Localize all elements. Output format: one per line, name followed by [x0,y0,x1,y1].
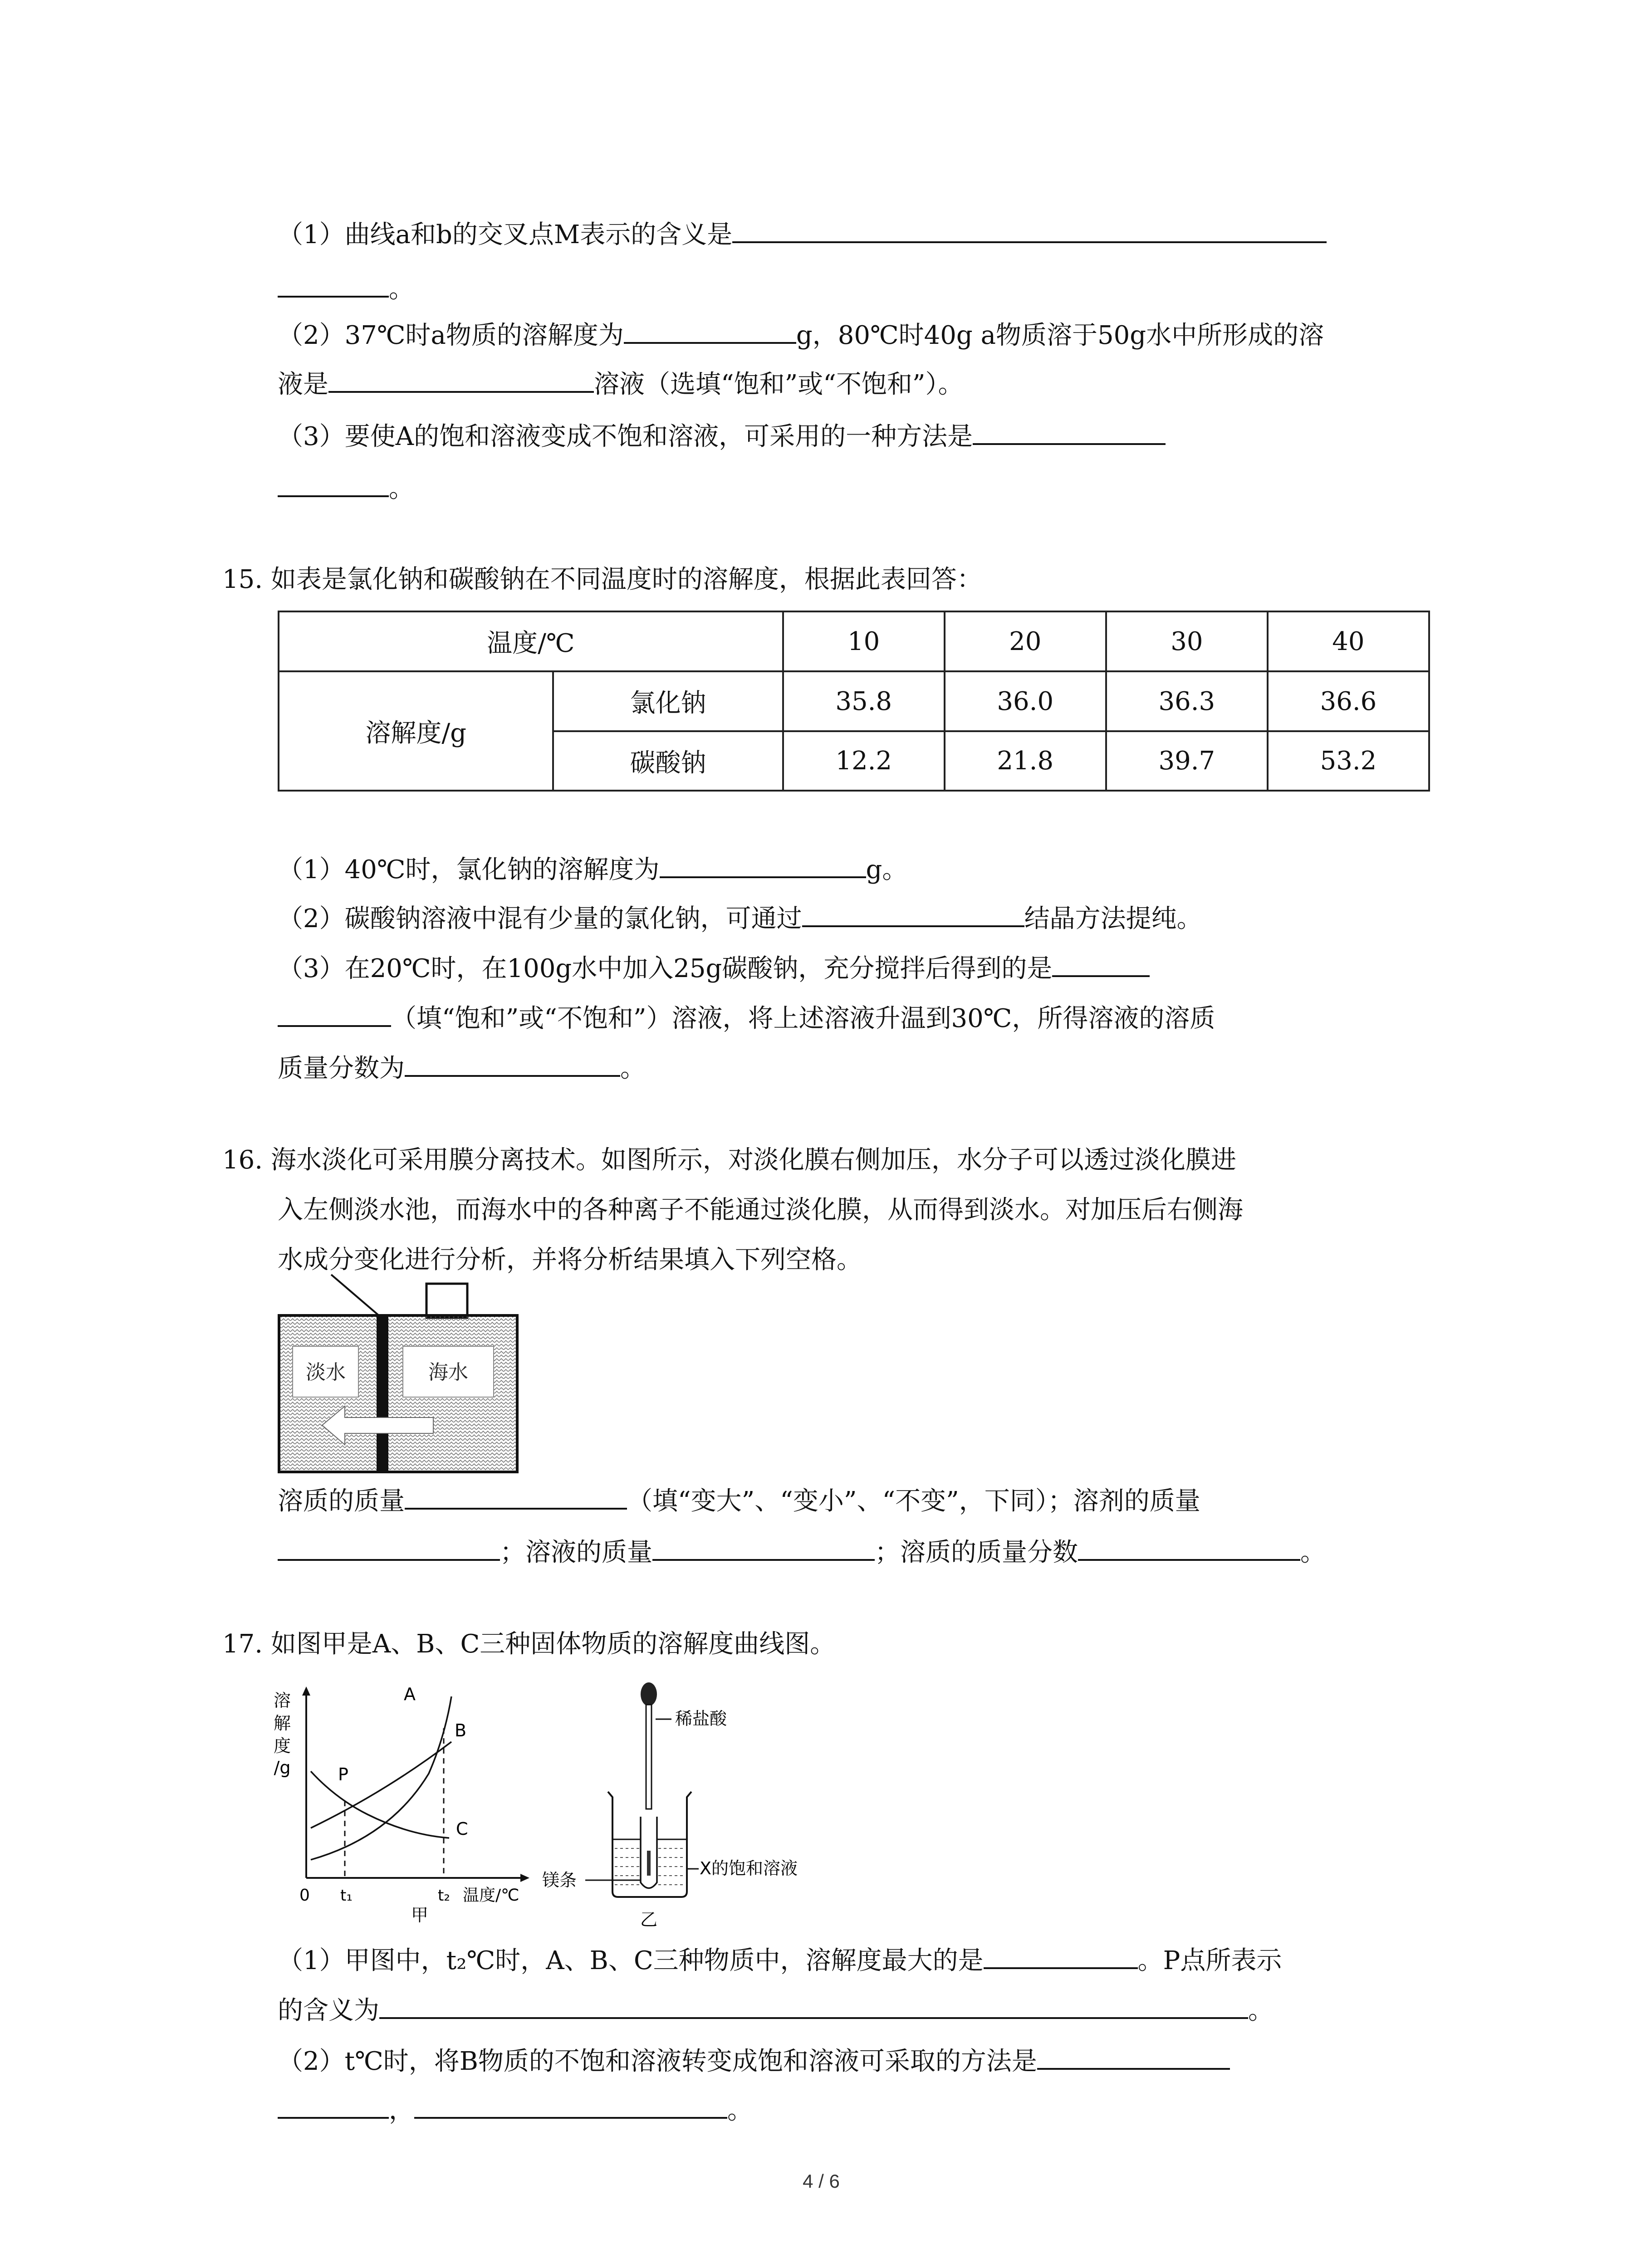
q14-part3 [278,415,1166,455]
q17-part2-line2 [278,2089,753,2129]
q15-part1-b: g。 [866,855,908,885]
q15-blank-3[interactable] [1052,947,1150,977]
table-cell: 36.6 [1268,671,1429,731]
t1-label: t₁ [340,1887,353,1905]
q16-ans-e: 。 [1300,1538,1326,1567]
y-axis-arrow [302,1686,310,1696]
lever-line [331,1275,379,1315]
table-group-label: 溶解度/g [279,671,553,791]
jia-ylabel-1: 溶 [273,1691,291,1711]
table-row-nacl [279,671,1429,731]
dropper-tube [646,1705,652,1809]
desalination-figure [272,1270,526,1479]
x-axis-arrow [520,1874,529,1882]
q17-part1-d: 。 [1248,1996,1274,2025]
table-temp-10: 10 [783,611,945,671]
q15-part3-c: 质量分数为 [278,1054,405,1083]
label-c: C [456,1819,468,1839]
solubility-curve-figure [272,1678,535,1932]
piston [426,1284,467,1318]
q15-stem: 15. 如表是氯化钠和碳酸钠在不同温度时的溶解度，根据此表回答： [222,565,982,594]
q16-blank-3[interactable] [652,1531,875,1561]
table-row-name-na2co3: 碳酸钠 [553,731,783,791]
q17-blank-3b[interactable] [278,2089,389,2119]
origin-label: 0 [299,1886,310,1905]
q14-part3-end: 。 [389,474,414,503]
q15-part3 [278,947,1150,987]
q16-ans-b: （填“变大”、“变小”、“不变”，下同）；溶剂的质量 [627,1486,1200,1516]
q14-part1 [278,213,1327,253]
table-cell: 12.2 [783,731,945,791]
q14-blank-1b[interactable] [278,268,389,298]
q16-blank-1[interactable] [405,1480,627,1510]
q15-part3-line2 [278,997,1215,1037]
q15-part3-d: 。 [620,1054,646,1083]
q14-part2-line2 [278,363,964,403]
q14-part1-cont [278,268,414,308]
q14-part2-b: g，80℃时40g a物质溶于50g水中所形成的溶 [796,321,1324,350]
q14-blank-2[interactable] [624,314,796,344]
q16-answer-line1 [278,1480,1200,1520]
fresh-water-label: 淡水 [306,1361,346,1384]
q17-part2 [278,2040,1230,2080]
q14-part1-end: 。 [389,274,414,304]
table-cell: 53.2 [1268,731,1429,791]
label-b: B [455,1721,467,1740]
beaker-figure [542,1678,857,1932]
q14-part3-cont [278,467,414,507]
q14-part2 [278,314,1324,354]
jia-ylabel-2: 解 [273,1713,291,1733]
q17-part1-c: 的含义为 [278,1996,379,2025]
q17-part1-b: 。P点所表示 [1137,1946,1282,1975]
point-p-label: P [338,1765,348,1784]
curve-b [311,1742,451,1828]
q16-stem-line2: 入左侧淡水池，而海水中的各种离子不能通过淡化膜，从而得到淡水。对加压后右侧海 [278,1195,1243,1225]
q17-blank-2[interactable] [379,1989,1248,2019]
table-temp-20: 20 [945,611,1106,671]
q15-part3-b: （填“饱和”或“不饱和”）溶液，将上述溶液升温到30℃，所得溶液的溶质 [391,1004,1215,1033]
q17-stem: 17. 如图甲是A、B、C三种固体物质的溶解度曲线图。 [222,1629,836,1659]
q15-part3-line3 [278,1047,646,1087]
mg-label: 镁条 [542,1870,577,1890]
q17-part1-a: （1）甲图中，t₂℃时，A、B、C三种物质中，溶解度最大的是 [278,1946,984,1975]
table-temp-30: 30 [1106,611,1268,671]
q14-blank-4[interactable] [973,415,1166,445]
q15-blank-4[interactable] [405,1047,620,1077]
q17-part1-line2 [278,1989,1274,2029]
table-row-name-nacl: 氯化钠 [553,671,783,731]
q17-part1 [278,1939,1282,1979]
q15-part2-b: 结晶方法提纯。 [1024,904,1202,934]
q16-ans-d: ；溶质的质量分数 [875,1538,1078,1567]
q16-blank-2[interactable] [278,1531,500,1561]
table-cell: 36.0 [945,671,1106,731]
q14-part2-c: 液是 [278,370,328,399]
q15-blank-2[interactable] [802,897,1024,927]
q16-answer-line2 [278,1531,1326,1571]
q16-ans-c: ；溶液的质量 [500,1538,652,1567]
q14-blank-1[interactable] [732,213,1327,243]
q14-part3-text: （3）要使A的饱和溶液变成不饱和溶液，可采用的一种方法是 [278,422,973,451]
table-cell: 39.7 [1106,731,1268,791]
fig-jia-caption: 甲 [411,1905,429,1925]
q15-part2 [278,897,1202,937]
q14-part2-d: 溶液（选填“饱和”或“不饱和”）。 [594,370,964,399]
q15-part2-a: （2）碳酸钠溶液中混有少量的氯化钠，可通过 [278,904,802,934]
x-axis-label: 温度/℃ [463,1886,519,1905]
page-number: 4 / 6 [803,2170,840,2192]
q16-blank-4[interactable] [1078,1531,1300,1561]
magnesium-strip [647,1851,651,1876]
q15-part3-a: （3）在20℃时，在100g水中加入25g碳酸钠，充分搅拌后得到的是 [278,954,1053,983]
curve-c [311,1771,449,1838]
fig-yi-caption: 乙 [640,1910,658,1930]
jia-ylabel-4: /g [274,1758,291,1778]
table-cell: 21.8 [945,731,1106,791]
sea-water-label: 海水 [428,1361,468,1384]
q17-part2-c: 。 [727,2096,753,2125]
q17-blank-3[interactable] [1037,2040,1230,2070]
q17-part2-b: ， [389,2096,414,2125]
q15-part1 [278,848,907,888]
solution-label: X的饱和溶液 [700,1858,798,1878]
q16-ans-a: 溶质的质量 [278,1486,405,1516]
label-a: A [404,1684,416,1704]
q14-part2-a: （2）37℃时a物质的溶解度为 [278,321,624,350]
acid-label: 稀盐酸 [675,1709,727,1729]
q16-stem-line1: 16. 海水淡化可采用膜分离技术。如图所示，对淡化膜右侧加压，水分子可以透过淡化膜进 [222,1145,1236,1175]
q17-blank-4[interactable] [414,2089,727,2119]
solubility-table [278,611,1430,792]
q15-blank-3b[interactable] [278,997,391,1027]
q14-blank-3[interactable] [328,363,594,393]
q17-blank-1[interactable] [984,1939,1138,1969]
q15-blank-1[interactable] [660,848,866,878]
q16-stem-line3: 水成分变化进行分析，并将分析结果填入下列空格。 [278,1245,862,1275]
membrane [377,1315,388,1472]
table-header-label: 温度/℃ [279,611,783,671]
table-header-row [279,611,1429,671]
t2-label: t₂ [438,1887,450,1905]
table-temp-40: 40 [1268,611,1429,671]
table-cell: 36.3 [1106,671,1268,731]
q15-part1-a: （1）40℃时，氯化钠的溶解度为 [278,855,660,885]
q14-part1-text: （1）曲线a和b的交叉点M表示的含义是 [278,220,733,249]
table-cell: 35.8 [783,671,945,731]
dropper-bulb [641,1682,657,1706]
q14-blank-4b[interactable] [278,467,389,497]
q17-part2-a: （2）t℃时，将B物质的不饱和溶液转变成饱和溶液可采取的方法是 [278,2047,1037,2076]
jia-ylabel-3: 度 [273,1736,291,1756]
